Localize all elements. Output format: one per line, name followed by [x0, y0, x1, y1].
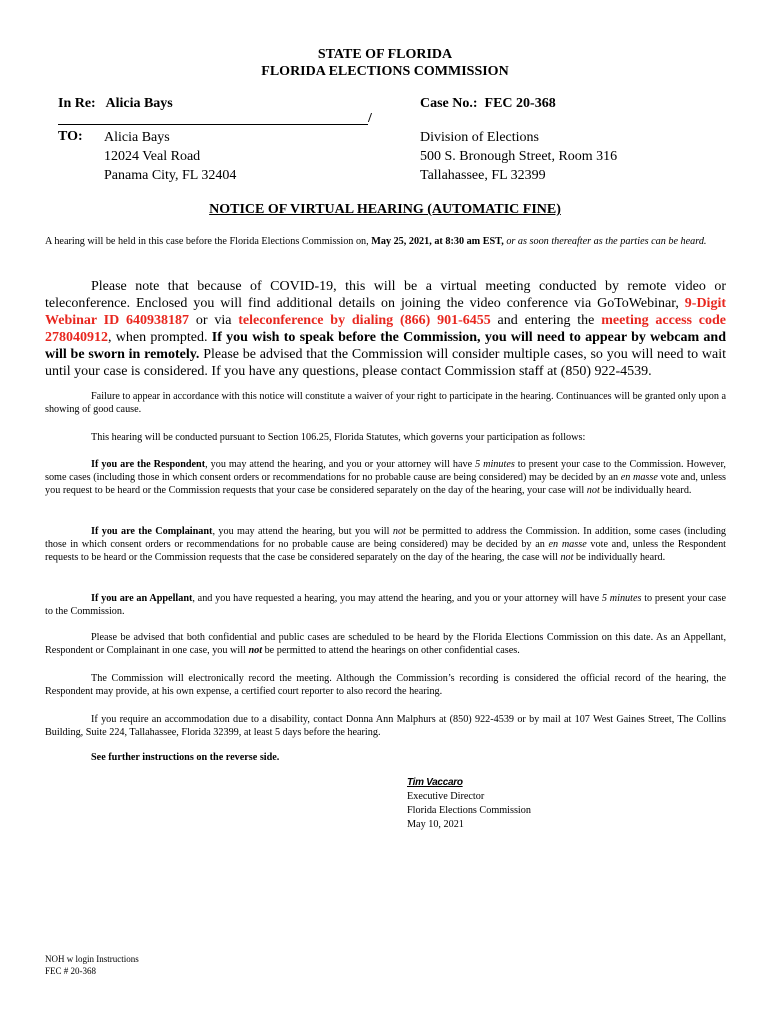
webinar-id: 9-Digit Webinar ID 640938187 — [45, 296, 726, 328]
appellant-lead: If you are an Appellant — [91, 593, 193, 604]
hearing-date: May 25, 2021, at 8:30 am EST, — [371, 236, 504, 247]
virtual-text-3: and entering the — [490, 313, 602, 328]
to-street: 12024 Veal Road — [104, 149, 201, 164]
caption-slash: / — [368, 111, 372, 126]
complainant-en-masse: en masse — [548, 539, 587, 550]
virtual-text-1: Please note that because of COVID-19, this will be a virtual meeting conducted by remote video or teleconference. Enclosed you will find additional details on joining the video conference via GoToWebinar, — [45, 279, 726, 311]
in-re-name: Alicia Bays — [105, 96, 173, 111]
from-street: 500 S. Bronough Street, Room 316 — [420, 149, 618, 164]
signature: Tim Vaccaro — [407, 777, 463, 788]
complainant-text-2: be permitted to address the Commission. In addition, some cases (including those in which consent orders or recommendations for no probable cause are being considered) may be decided by an — [45, 526, 727, 550]
to-address — [104, 128, 236, 185]
case-value: FEC 20-368 — [484, 96, 556, 111]
intro-text-tail: or as soon thereafter as the parties can be heard. — [503, 236, 707, 247]
signer-org: Florida Elections Commission — [407, 805, 531, 816]
signature-date: May 10, 2021 — [407, 819, 464, 830]
record-text: The Commission will electronically record the meeting. Although the Commission’s recording is considered the official record of the hearing, the Respondent may provide, at his own expense, a certified court reporter to also record the hearing. — [45, 673, 726, 697]
teleconference-number: teleconference by dialing (866) 901-6455 — [238, 313, 491, 328]
case-number — [420, 96, 556, 112]
complainant-not-2: not — [560, 552, 574, 563]
respondent-text-3: vote and, unless you request to be heard or the Commission requests that your case be considered separately on the day of the hearing, your case will — [45, 472, 726, 496]
complainant-text-1: , you may attend the hearing, but you will — [212, 526, 393, 537]
from-name: Division of Elections — [420, 130, 539, 145]
caption-divider — [58, 124, 368, 125]
confidential-paragraph — [45, 631, 726, 657]
to-label: TO: — [58, 129, 83, 144]
complainant-lead: If you are the Complainant — [91, 526, 213, 537]
in-re-label: In Re: — [58, 96, 96, 111]
accommodation-paragraph — [45, 713, 726, 739]
reverse-side-note: See further instructions on the reverse side. — [91, 752, 280, 763]
virtual-text-5: Please be advised that the Commission will consider multiple cases, so you will need to wait until your case is considered. If you have any questions, please contact Commission staff at (850) 922-4539. — [45, 347, 726, 379]
intro-text: A hearing will be held in this case before the Florida Elections Commission on, — [45, 236, 372, 247]
virtual-text-4: , when prompted. — [108, 330, 212, 345]
notice-title: NOTICE OF VIRTUAL HEARING (AUTOMATIC FINE) — [209, 202, 561, 217]
pursuant-paragraph — [45, 431, 726, 444]
respondent-lead: If you are the Respondent — [91, 459, 206, 470]
respondent-text-4: be individually heard. — [599, 485, 692, 496]
confidential-text-1: Please be advised that both confidential and public cases are scheduled to be heard by the Florida Elections Commission on this date. As an Appellant, Respondent or Complainant in one case, you will — [45, 632, 726, 656]
to-name: Alicia Bays — [104, 130, 170, 145]
failure-paragraph — [45, 390, 726, 416]
complainant-paragraph — [45, 525, 726, 564]
respondent-minutes: 5 minutes — [475, 459, 515, 470]
record-paragraph — [45, 672, 726, 698]
failure-text: Failure to appear in accordance with this notice will constitute a waiver of your right to participate in the hearing. Continuances will be granted only upon a showing of good cause. — [45, 391, 726, 415]
header-state: STATE OF FLORIDA — [317, 47, 453, 62]
header — [0, 46, 770, 80]
confidential-text-2: be permitted to attend the hearings on other confidential cases. — [262, 645, 520, 656]
respondent-text-1: , you may attend the hearing, and you or your attorney will have — [205, 459, 476, 470]
appellant-text-2: to present your case to the Commission. — [45, 593, 727, 617]
appellant-text-1: , and you have requested a hearing, you may attend the hearing, and you or your attorney will have — [192, 593, 602, 604]
footer-line-2: FEC # 20-368 — [45, 966, 97, 976]
webcam-requirement: If you wish to speak before the Commission, you will need to appear by webcam and will be sworn in remotely. — [45, 330, 726, 362]
complainant-not: not — [392, 526, 406, 537]
footer-line-1: NOH w login Instructions — [45, 954, 139, 964]
accommodation-text: If you require an accommodation due to a disability, contact Donna Ann Malphurs at (850) 922-4539 or by mail at 107 West Gaines Street, The Collins Building, Suite 224, Tallahassee, Florida 32399, at least 5 days before the hearing. — [45, 714, 726, 738]
pursuant-text: This hearing will be conducted pursuant to Section 106.25, Florida Statutes, which governs your participation as follows: — [91, 432, 586, 443]
footer — [45, 953, 139, 977]
appellant-minutes: 5 minutes — [601, 593, 642, 604]
complainant-text-4: be individually heard. — [573, 552, 666, 563]
header-commission: FLORIDA ELECTIONS COMMISSION — [261, 64, 509, 79]
virtual-text-2: or via — [189, 313, 239, 328]
respondent-text-2: to present your case to the Commission. However, some cases (including those in which consent orders or recommendations for no probable cause are being considered) may be decided by an — [45, 459, 726, 483]
respondent-en-masse: en masse — [620, 472, 658, 483]
signature-block — [407, 776, 531, 832]
virtual-paragraph — [45, 278, 726, 380]
appellant-paragraph — [45, 592, 726, 618]
from-city: Tallahassee, FL 32399 — [420, 168, 546, 183]
in-re — [58, 96, 173, 112]
intro-paragraph — [45, 234, 726, 250]
signer-title: Executive Director — [407, 791, 485, 802]
case-label: Case No.: — [420, 96, 478, 111]
from-address — [420, 128, 617, 185]
respondent-paragraph — [45, 458, 726, 497]
to-city: Panama City, FL 32404 — [104, 168, 237, 183]
respondent-not: not — [586, 485, 600, 496]
confidential-not: not — [248, 645, 263, 656]
complainant-text-3: vote and, unless the Respondent requests to be heard or the Commission requests that the case be considered separately on the day of the hearing, the case will — [45, 539, 727, 563]
access-code: meeting access code 278040912 — [45, 313, 726, 345]
